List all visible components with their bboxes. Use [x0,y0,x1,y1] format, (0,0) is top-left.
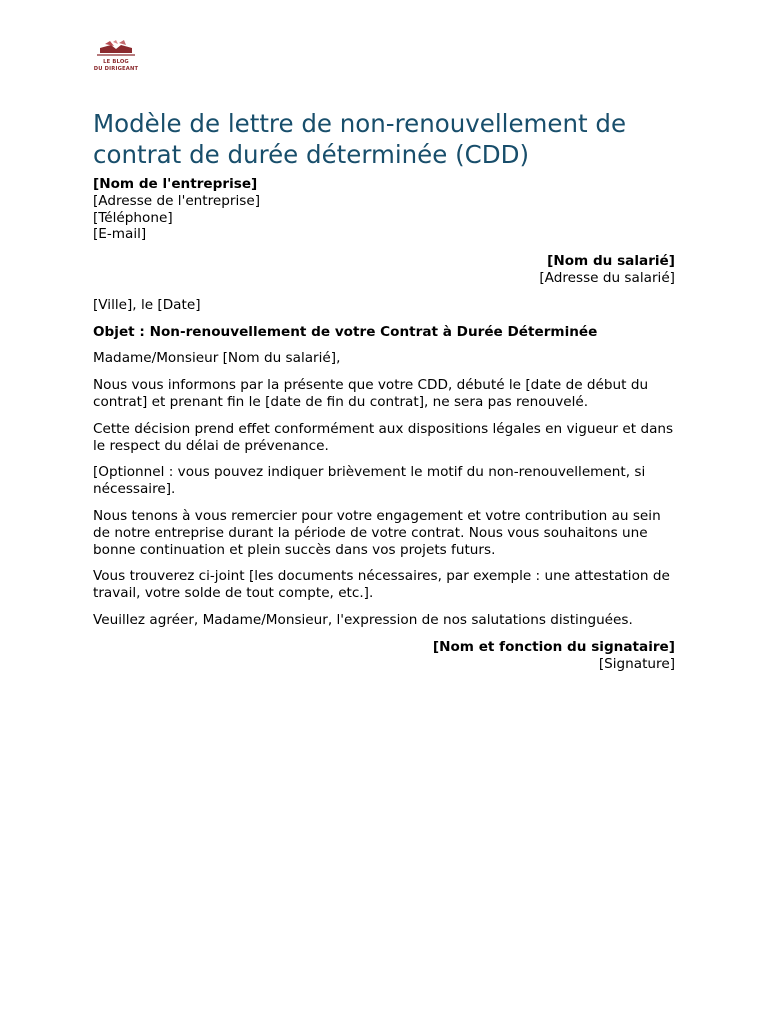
recipient-name: [Nom du salarié] [547,253,675,270]
sender-company-address: [Adresse de l'entreprise] [93,192,261,209]
sender-phone: [Téléphone] [93,209,173,226]
recipient-address: [Adresse du salarié] [539,269,675,286]
body-paragraph: [Optionnel : vous pouvez indiquer brièvement le motif du non-renouvellement, si nécessaire]. [93,464,646,498]
body-paragraph: Nous vous informons par la présente que votre CDD, débuté le [date de début du contrat] et prenant fin le [date de fin du contrat], ne sera pas renouvelé. [93,377,649,410]
sender-company-name: [Nom de l'entreprise] [93,176,258,192]
place-date: [Ville], le [Date] [93,296,201,313]
body-paragraph: Nous tenons à vous remercier pour votre engagement et votre contribution au sein de notre entreprise durant la période de votre contrat. Nous vous souhaitons une bonne continuation et plein succès dans vos projets futurs. [93,507,661,558]
signature-placeholder: [Signature] [598,655,675,672]
letter-salutation: Madame/Monsieur [Nom du salarié], [93,350,341,367]
sender-block [93,176,675,243]
sender-email: [E-mail] [93,226,147,243]
signatory-name-function: [Nom et fonction du signataire] [432,638,675,655]
logo-text-line2: DU DIRIGEANT [93,66,139,72]
closing-paragraph: Veuillez agréer, Madame/Monsieur, l'expression de nos salutations distinguées. [93,611,633,628]
document-title: Modèle de lettre de non-renouvellement de contrat de durée déterminée (CDD) [93,109,627,169]
letter-subject: Objet : Non-renouvellement de votre Contrat à Durée Déterminée [93,323,598,340]
signature-block [93,639,675,673]
recipient-block [93,253,675,287]
blog-logo [93,40,139,78]
body-paragraph: Vous trouverez ci-joint [les documents nécessaires, par exemple : une attestation de travail, votre solde de tout compte, etc.]. [93,568,670,602]
open-book-icon [97,40,135,55]
letter-page [93,40,675,672]
logo-text-line1: LE BLOG [103,59,129,65]
body-paragraph: Cette décision prend effet conformément aux dispositions légales en vigueur et dans le respect du délai de prévenance. [93,420,674,454]
